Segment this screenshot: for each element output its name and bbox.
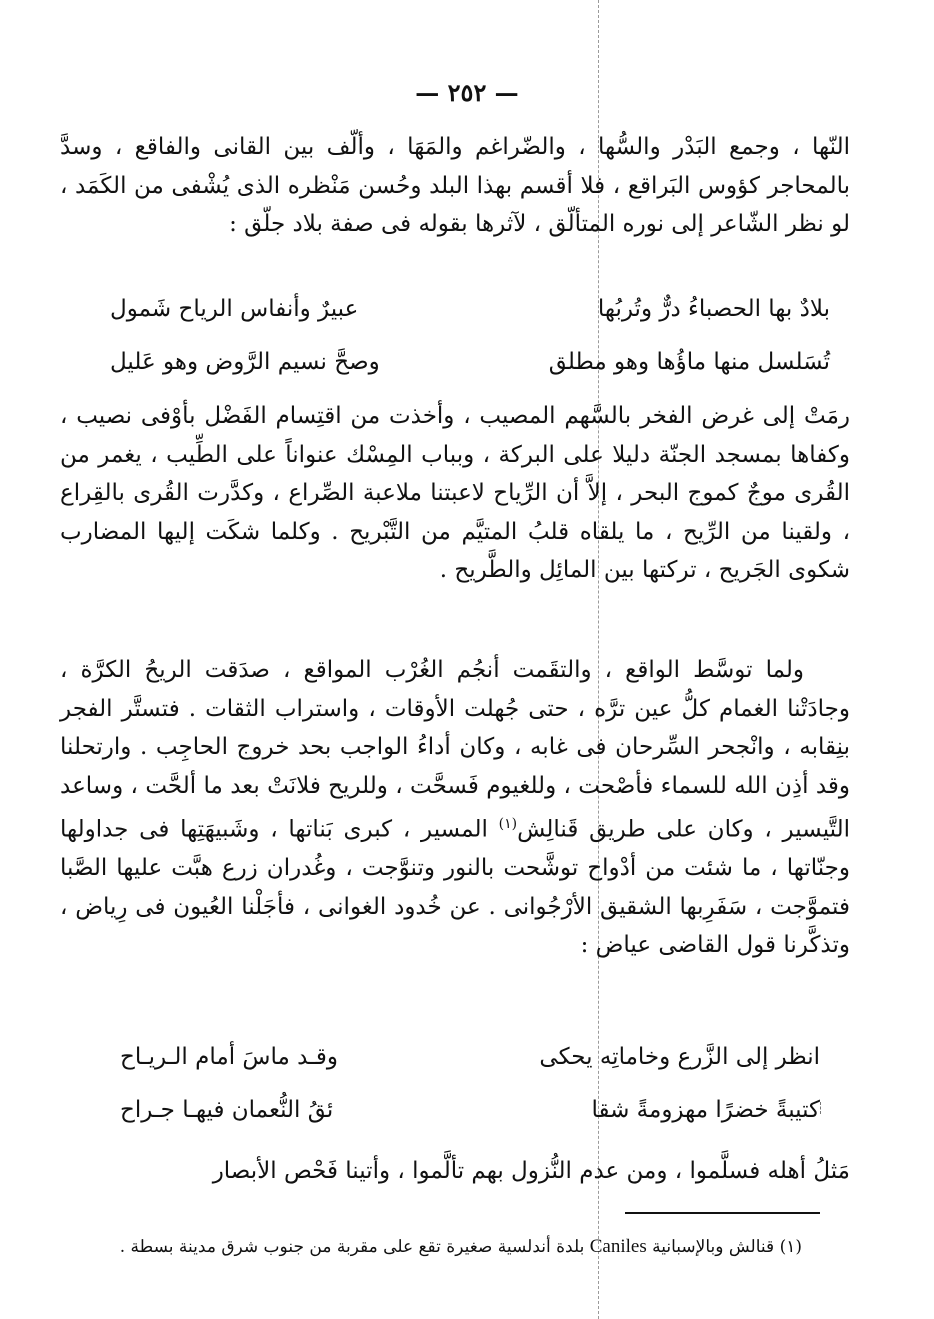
footnote-separator — [625, 1212, 820, 1214]
verse-second-hemistich: ئقُ النُّعمان فيهـا جـراح — [120, 1097, 334, 1123]
verse-second-hemistich: عبيرٌ وأنفاس الرياح شَمول — [110, 296, 359, 322]
footnote-marker: (١) — [779, 1237, 802, 1257]
paragraph-closing-text: مَثلُ أهله فسلَّموا ، ومن عدم النُّزول بهم تألَّموا ، وأتينا فَحْص الأبصار — [212, 1158, 850, 1184]
verse-first-hemistich: بلادٌ بها الحصباءُ درٌّ وتُربُها — [597, 296, 830, 322]
footnote — [90, 1234, 802, 1260]
footnote-text-start: قنالش وبالإسبانية — [652, 1237, 775, 1257]
margin-mark — [820, 1102, 823, 1114]
verse-first-hemistich: انظر إلى الزَّرع وخاماتِه يحكى — [539, 1044, 820, 1070]
paragraph-description — [60, 397, 850, 590]
footnote-text-end: بلدة أندلسية صغيرة تقع على مقربة من جنوب شرق مدينة بسطة . — [119, 1237, 585, 1257]
footnote-latin-name: Caniles — [589, 1236, 647, 1257]
verse-first-hemistich: كتيبةً خضرًا مهزومةً شقا — [591, 1097, 820, 1123]
verse-line — [120, 1031, 820, 1084]
verse-second-hemistich: وقـد ماسَ أمام الـريـاح — [120, 1044, 339, 1070]
page-number: — ٢٥٢ — — [415, 78, 519, 107]
paragraph-journey-text — [60, 651, 850, 965]
paragraph-journey-part1: ولما توسَّط الواقع ، والتقَمت أنجُم الغُرْب المواقع ، صدَقت الريحُ الكرَّة ، وجادَتْنا الغمام كلُّ عين ترَّه ، حتى جُهلت الأوقات ، واستراب الثقات . فتستَّر الفجر بنِقابه ، وانْجحر السِّرحان فى غابه ، وكان أداءُ الواجب بحد خروج الحاجِب . وارتحلنا وقد أذِن الله للسماء فأصْحت ، وللغيوم فَسحَّت ، وللريح فلانَتْ بعد ما ألحَّت ، وساعد التَّيسير ، وكان على طريق قَنالِش — [60, 657, 850, 843]
verse-block-2 — [120, 1031, 820, 1137]
paragraph-description-text: رمَتْ إلى غرض الفخر بالسَّهم المصيب ، وأخذت من اقتِسام الفَضْل بأوْفى نصيب ، وكفاها بمسجد الجنّة دليلا على البركة ، وبباب المِسْك عنواناً على الطِّيب ، يغمر من القُرى موجٌ كموج البحر ، إلاَّ أن الرِّياح لاعبتنا ملاعبة الصِّراع ، وكدَّرت القُرى بالقِراع ، ولقينا من الرِّيح ، ما يلقاه قلبُ المتيَّم من التَّبْريح . وكلما شكَت إليها المضارب شكوى الجَريح ، تركتها بين المائِل والطَّريح . — [60, 403, 850, 583]
footnote-reference: (١) — [498, 816, 518, 832]
paragraph-intro — [60, 128, 850, 244]
paragraph-journey-part2: المسير ، كبرى بَناتها ، وشَبيهَتِها فى جداولها وجنّاتها ، ما شئت من أدْواح توشَّحت بالنور وتنوَّجت ، وغُدران زرع هبَّت عليها الصَّبا فتموَّجت ، سَفَرِبها الشقيق الأرْجُوانى . عن خُدود الغوانى ، فأجَلْنا العُيون فى رِياض ، وتذكَّرنا قول القاضى عياض : — [60, 816, 850, 959]
paragraph-intro-text: النّها ، وجمع البَدْر والسُّها ، والضّراغم والمَهَا ، وألّف بين القانى والفاقع ، وسدَّ بالمحاجر كؤوس البَراقع ، فلا أقسم بهذا البلد وحُسن مَنْظره الذى يُشْفى من الكَمَد ، لو نظر الشّاعر إلى نوره المتألّق ، لآثرها بقوله فى صفة بلاد جلّق : — [60, 134, 850, 237]
verse-block-1 — [110, 283, 830, 389]
verse-line — [110, 336, 830, 389]
paragraph-closing — [60, 1152, 850, 1191]
verse-first-hemistich: تُسَلسل منها ماؤُها وهو مطلق — [548, 349, 830, 375]
verse-line — [120, 1084, 820, 1137]
verse-second-hemistich: وصحَّ نسيم الرَّوض وهو عَليل — [110, 349, 380, 375]
verse-line — [110, 283, 830, 336]
paragraph-journey — [60, 651, 850, 965]
